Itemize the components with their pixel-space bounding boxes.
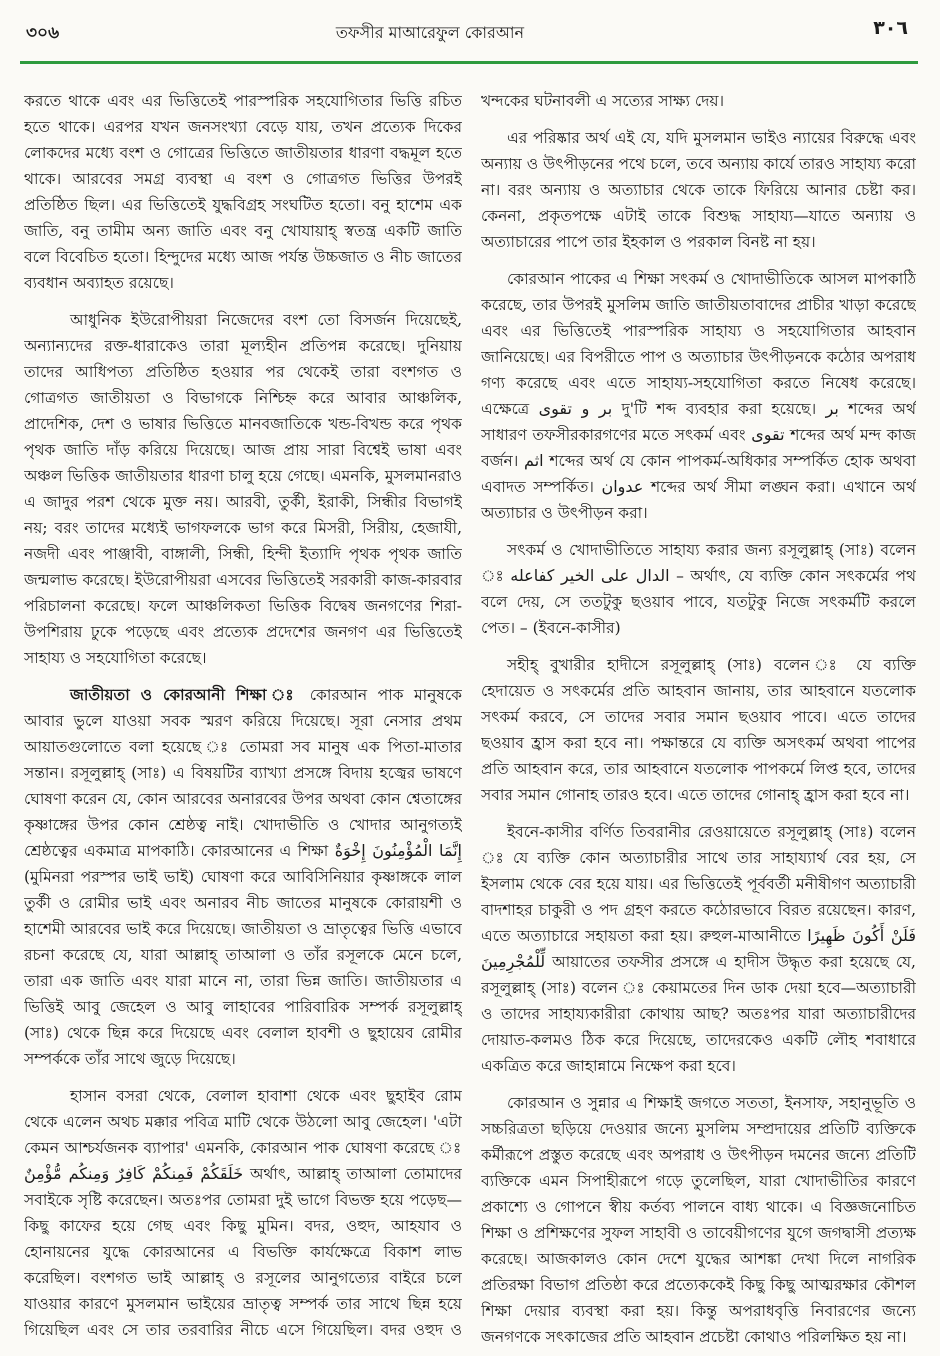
- page-header: [0, 0, 940, 70]
- paragraph-text: হাসান বসরা থেকে, বেলাল হাবাশা থেকে এবং ছুহাইব রোম থেকে এলেন অথচ মক্কার পবিত্র মাটি থেকে উঠলো আবু জেহেল। 'এটা কেমন আশ্চর্যজনক ব্যাপার' এমনকি, কোরআন পাক ঘোষণা করেছে ঃ: [24, 1087, 462, 1157]
- page-number-right: ٣٠٦: [873, 17, 908, 39]
- paragraph: [481, 125, 916, 255]
- paragraph-text: দু'টি শব্দ ব্যবহার করা হয়েছে।: [621, 400, 817, 418]
- paragraph: [481, 88, 916, 114]
- paragraph-text: আধুনিক ইউরোপীয়রা নিজেদের বংশ তো বিসর্জন দিয়েছেই, অন্যান্যদের রক্ত-ধারাকেও তারা মূল্যহীন প্রতিপন্ন করেছে। দুনিয়ায় তাদের আধিপত্য প্রতিষ্ঠিত হওয়ার পর থেকেই তারা বংশগত ও গোত্রগত জাতীয়তা ও বিভাগকে নিশ্চিহ্ন করে আবার আঞ্চলিক, প্রাদেশিক, দেশ ও ভাষার ভিত্তিতে মানবজাতিকে খন্ড-বিখন্ড করে পৃথক পৃথক জাতি দাঁড় করিয়ে দিয়েছে। আজ প্রায় সারা বিশ্বেই ভাষা এবং অঞ্চল ভিত্তিক জাতীয়তার ধারণা চালু হয়ে গেছে। এমনকি, মুসলমানরাও এ জাদুর পরশ থেকে মুক্ত নয়। আরবী, তুর্কী, ইরাকী, সিন্ধীর বিভাগই নয়; বরং তাদের মধ্যেই ভাগফলকে ভাগ করে মিসরী, সিরীয়, হেজাযী, নজদী এবং পাঞ্জাবী, বাঙ্গালী, সিন্ধী, হিন্দী ইত্যাদি পৃথক পৃথক জাতি জন্মলাভ করেছে। ইউরোপীয়রা এসবের ভিত্তিতেই সরকারী কাজ-কারবার পরিচালনা করেছে। ফলে আঞ্চলিকতা ভিত্তিক বিদ্বেষ জনগণের শিরা-উপশিরায় ঢুকে পড়েছে এবং প্রত্যেক প্রদেশের জনগণ এর ভিত্তিতেই সাহায্য ও সহযোগিতা করেছে।: [24, 311, 462, 667]
- paragraph: [24, 88, 462, 296]
- paragraph-text: শব্দের অর্থ মন্দ কাজ বর্জন।: [481, 426, 916, 470]
- paragraph-text: সহীহ্ বুখারীর হাদীসে রসূলুল্লাহ্ (সাঃ) বলেন ঃ যে ব্যক্তি হেদায়েত ও সৎকর্মের প্রতি আহবান জানায়, তার আহবানে যতলোক সৎকর্ম করবে, সে তাদের সবার সমান ছওয়াব পাবে। এতে তাদের ছওয়াব হ্রাস করা হবে না। পক্ষান্তরে যে ব্যক্তি অসৎকর্ম অথবা পাপের প্রতি আহবান করে, তার আহবানে যতলোক পাপকর্মে লিপ্ত হবে, তাদের সবার সমান গোনাহ তারও হবে। এতে তাদের গোনাহ্ হ্রাস করা হবে না।: [481, 656, 916, 804]
- arabic-hadith: الدال على الخير كفاعله: [510, 566, 670, 585]
- arabic-term: عدوان: [601, 477, 644, 496]
- paragraph-text: (মুমিনরা পরস্পর ভাই ভাই) ঘোষণা করে আবিসিনিয়ার কৃষ্ণাঙ্গকে লাল তুর্কী ও রোমীর ভাই এবং অনারব নীচ জাতের মানুষকে কোরায়শী ও হাশেমী আরবের ভাই করে দিয়েছে। জাতীয়তা ও ভ্রাতৃত্বের ভিত্তি এভাবে রচনা করেছে যে, যারা আল্লাহ্ তাআলা ও তাঁর রসূলকে মেনে চলে, তারা এক জাতি এবং যারা মানে না, তারা ভিন্ন জাতি। জাতীয়তার এ ভিত্তিই আবু জেহেল ও আবু লাহাবের পারিবারিক সম্পর্ক রসূলুল্লাহ্ (সাঃ) থেকে ছিন্ন করে দিয়েছে এবং বেলাল হাবশী ও ছুহায়েব রোমীর সম্পর্ককে তাঁর সাথে জুড়ে দিয়েছে।: [24, 868, 462, 1068]
- paragraph: [481, 1090, 916, 1350]
- arabic-verse: إِنَّمَا الْمُؤْمِنُونَ إِخْوَةٌ: [334, 841, 462, 860]
- paragraph: [481, 537, 916, 641]
- paragraph-text: কোরআন পাকের এ শিক্ষা সৎকর্ম ও খোদাভীতিকে আসল মাপকাঠি করেছে, তার উপরই মুসলিম জাতি জাতীয়তাবাদের প্রাচীর খাড়া করেছে এবং এর ভিত্তিতেই পারস্পরিক সাহায্য ও সহযোগিতার আহবান জানিয়েছে। এর বিপরীতে পাপ ও অত্যাচার উৎপীড়নকে কঠোর অপরাধ গণ্য করেছে এবং এতে সাহায্য-সহযোগিতা করতে নিষেধ করেছে। এক্ষেত্রে: [481, 270, 916, 418]
- paragraph: [481, 819, 916, 1079]
- section-heading: জাতীয়তা ও কোরআনী শিক্ষা ঃ: [70, 685, 300, 704]
- paragraph-text: খন্দকের ঘটনাবলী এ সত্যের সাক্ষ্য দেয়।: [481, 92, 725, 110]
- arabic-verse: فَلَنْ أَكُونَ ظَهِيرًا لِّلْمُجْرِمِينَ: [481, 926, 916, 971]
- paragraph: [24, 682, 462, 1072]
- arabic-term: اثم: [524, 451, 544, 470]
- paragraph: [481, 266, 916, 526]
- paragraph-text: কোরআন ও সুন্নার এ শিক্ষাই জগতে সততা, ইনসাফ, সহানুভূতি ও সচ্চরিত্রতা ছড়িয়ে দেওয়ার জন্যে মুসলিম সম্প্রদায়ের প্রতিটি ব্যক্তিকে কর্মীরূপে প্রস্তুত করেছে এবং অপরাধ ও উৎপীড়ন দমনের জন্যে প্রতিটি ব্যক্তিকে এমন সিপাহীরূপে গড়ে তুলেছিল, যারা খোদাভীতির কারণে প্রকাশ্যে ও গোপনে স্বীয় কর্তব্য পালনে বাধ্য থাকে। এ বিজ্ঞজনোচিত শিক্ষা ও প্রশিক্ষণের সুফল সাহাবী ও তাবেয়ীগণের যুগে জগদ্বাসী প্রত্যক্ষ করেছে। আজকালও কোন দেশে যুদ্ধের আশঙ্কা দেখা দিলে নাগরিক প্রতিরক্ষা বিভাগ প্রতিষ্ঠা করে প্রত্যেককেই কিছু কিছু আত্মরক্ষার কৌশল শিক্ষা দেয়ার ব্যবস্থা করা হয়। কিন্তু অপরাধবৃত্তি নিবারণের জন্যে জনগণকে সৎকাজের প্রতি আহবান প্রচেষ্টা কোথাও পরিলক্ষিত হয় না।: [481, 1094, 916, 1346]
- paragraph-text: কোরআন পাক মানুষকে আবার ভুলে যাওয়া সবক স্মরণ করিয়ে দিয়েছে। সূরা নেসার প্রথম আয়াতগুলোতে বলা হয়েছে ঃ তোমরা সব মানুষ এক পিতা-মাতার সন্তান। রসূলুল্লাহ্ (সাঃ) এ বিষয়টির ব্যাখ্যা প্রসঙ্গে বিদায় হজ্বের ভাষণে ঘোষণা করেন যে, কোন আরবের অনারবের উপর অথবা কোন শ্বেতাঙ্গের কৃষ্ণাঙ্গের উপর কোন শ্রেষ্ঠত্ব নাই। খোদাভীতি ও খোদার আনুগত্যই শ্রেষ্ঠত্বের একমাত্র মাপকাঠি। কোরআনের এ শিক্ষা: [24, 686, 462, 860]
- paragraph: [24, 307, 462, 671]
- left-column: [24, 88, 462, 1350]
- paragraph-text: আয়াতের তফসীর প্রসঙ্গে এ হাদীস উদ্ধৃত করা হয়েছে যে, রসূলুল্লাহ্ (সাঃ) বলেন ঃ কেয়ামতের দিন ডাক দেয়া হবে—অত্যাচারী ও তাদের সাহায্যকারীরা কোথায় আছ? অতঃপর যারা অত্যাচারীদের দোয়াত-কলমও ঠিক করে দিয়েছে, তাদেরকেও একটি লৌহ শবাধারে একত্রিত করে জাহান্নামে নিক্ষেপ করা হবে।: [481, 953, 916, 1075]
- paragraph-text: শব্দের অর্থ যে কোন পাপকর্ম-অধিকার সম্পর্কিত হোক অথবা এবাদত সম্পর্কিত।: [481, 452, 916, 496]
- paragraph-text: ইবনে-কাসীর বর্ণিত তিবরানীর রেওয়ায়েতে রসূলুল্লাহ্ (সাঃ) বলেন ঃ যে ব্যক্তি কোন অত্যাচারীর সাথে তার সাহায্যার্থ বের হয়, সে ইসলাম থেকে বের হয়ে যায়। এর ভিত্তিতেই পূর্ববর্তী মনীষীগণ অত্যাচারী বাদশাহর চাকুরী ও পদ গ্রহণ করতে কঠোরভাবে বিরত রয়েছেন। কারণ, এতে অত্যাচারে সহায়তা করা হয়। রুহুল-মাআনীতে: [481, 823, 916, 945]
- arabic-term: بر: [825, 399, 839, 418]
- paragraph-text: সৎকর্ম ও খোদাভীতিতে সাহায্য করার জন্য রসূলুল্লাহ্ (সাঃ) বলেন ঃ: [481, 541, 916, 585]
- arabic-verse: خَلَقَكُمْ فَمِنكُمْ كَافِرٌ وَمِنكُم مُّؤْمِنٌ: [24, 1164, 244, 1183]
- paragraph-text: শব্দের অর্থ সীমা লঙ্ঘন করা। এখানে অর্থ অত্যাচার ও উৎপীড়ন করা।: [481, 478, 916, 522]
- page-number-left: ৩০৬: [26, 23, 60, 43]
- paragraph: [481, 652, 916, 808]
- paragraph-text: এর পরিষ্কার অর্থ এই যে, যদি মুসলমান ভাইও ন্যায়ের বিরুদ্ধে এবং অন্যায় ও উৎপীড়নের পথে চলে, তবে অন্যায় কার্যে তারও সাহায্য করো না। বরং অন্যায় ও অত্যাচার থেকে তাকে ফিরিয়ে আনার চেষ্টা কর। কেননা, প্রকৃতপক্ষে এটাই তাকে বিশুদ্ধ সাহায্য—যাতে অন্যায় ও অত্যাচারের পাপে তার ইহকাল ও পরকাল বিনষ্ট না হয়।: [481, 129, 916, 251]
- paragraph-text: – অর্থাৎ, যে ব্যক্তি কোন সৎকর্মের পথ বলে দেয়, সে ততটুকু ছওয়াব পাবে, যতটুকু নিজে সৎকর্মটি করলে পেত। – (ইবনে-কাসীর): [481, 567, 916, 637]
- paragraph-text: শব্দের অর্থ সাধারণ তফসীরকারগণের মতে সৎকর্ম এবং: [481, 400, 916, 444]
- paragraph-text: করতে থাকে এবং এর ভিত্তিতেই পারস্পরিক সহযোগিতার ভিত্তি রচিত হতে থাকে। এরপর যখন জনসংখ্যা বেড়ে যায়, তখন প্রত্যেক দিকের লোকদের মধ্যে বংশ ও গোত্রের ভিত্তিতে জাতীয়তার ধারণা বদ্ধমূল হতে থাকে। আরবের সমগ্র ব্যবস্থা এ বংশ ও গোত্রগত ভিত্তির উপরই প্রতিষ্ঠিত ছিল। এর ভিত্তিতেই যুদ্ধবিগ্রহ সংঘটিত হতো। বনু হাশেম এক জাতি, বনু তামীম অন্য জাতি এবং বনু খোযায়াহ্ স্বতন্ত্র একটি জাতি বলে বিবেচিত হতো। হিন্দুদের মধ্যে আজ পর্যন্ত উচ্চজাত ও নীচ জাতের ব্যবধান অব্যাহত রয়েছে।: [24, 92, 462, 292]
- running-title: তফসীর মাআরেফুল কোরআন: [335, 23, 525, 42]
- arabic-term: بر و تقوى: [538, 399, 613, 418]
- paragraph: [24, 1083, 462, 1343]
- header-rule: [20, 61, 918, 64]
- right-column: [481, 88, 916, 1350]
- arabic-term: تقوى: [751, 425, 785, 444]
- paragraph-text: অর্থাৎ, আল্লাহ্ তাআলা তোমাদের সবাইকে সৃষ্টি করেছেন। অতঃপর তোমরা দুই ভাগে বিভক্ত হয়ে পড়েছ— কিছু কাফের হয়ে গেছ এবং কিছু মুমিন। বদর, ওহুদ, আহযাব ও হোনায়নের যুদ্ধে কোরআনের এ বিভক্তি কার্যক্ষেত্রে বিকাশ লাভ করেছিল। বংশগত ভাই আল্লাহ্ ও রসূলের আনুগত্যের বাইরে চলে যাওয়ার কারণে মুসলমান ভাইয়ের ভ্রাতৃত্ব সম্পর্ক তার সাথে ছিন্ন হয়ে গিয়েছিল এবং সে তার তরবারির নীচে এসে গিয়েছিল। বদর ওহুদ ও: [24, 1165, 462, 1339]
